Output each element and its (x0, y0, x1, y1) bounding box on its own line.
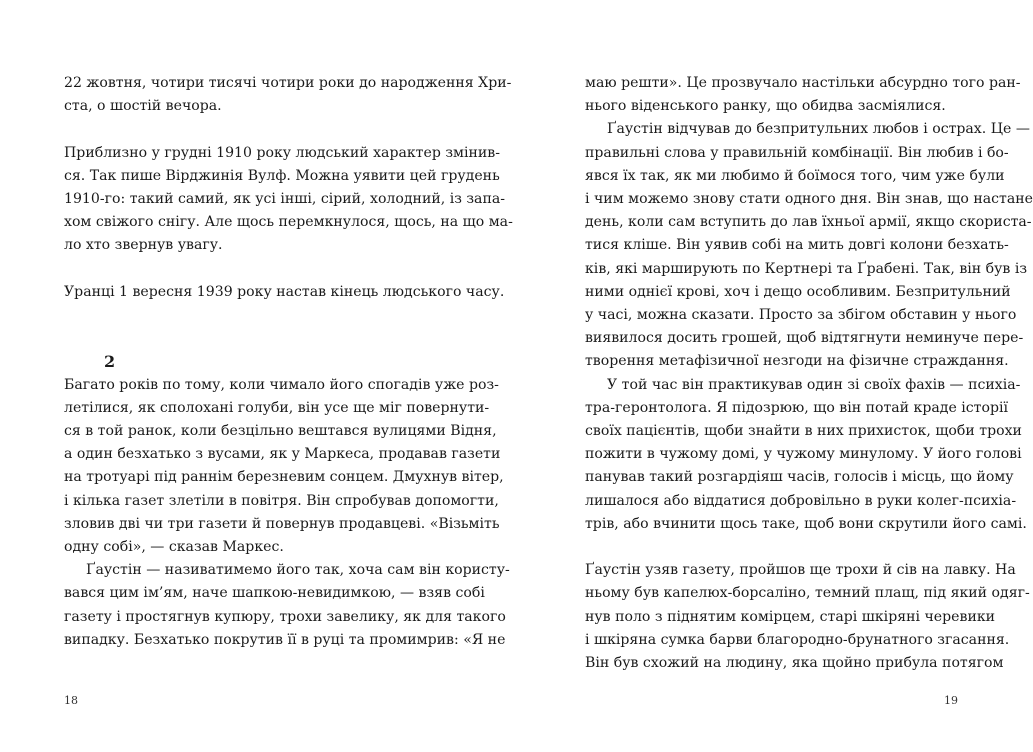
text-line: своїх пацієнтів, щоби знайти в них прихисток, щоби трохи (585, 423, 1022, 440)
text-line: тра-геронтолога. Я підозрюю, що він потай краде історії (585, 399, 1008, 416)
text-line: явся їх так, як ми любимо й боїмося того, чим уже були (585, 167, 1005, 184)
text-line: у часі, можна сказати. Просто за збігом обставин у нього (585, 307, 1017, 324)
paragraph (585, 118, 1033, 373)
text-line: маю решти». Це прозвучало настільки абсурдно того ран- (585, 75, 1021, 91)
text-line: ся. Так пише Вірджинія Вулф. Можна уявити цей грудень (64, 167, 500, 184)
left-text-column (64, 72, 513, 652)
text-line: ними однієї крові, хоч і дещо особливим. Безпритульний (585, 283, 1011, 300)
text-line: і чим можемо знову стати одного дня. Він знав, що настане (585, 191, 1033, 208)
text-line: творення метафізичної незгоди на фізичне страждання. (585, 353, 1009, 370)
text-line: трів, або вчинити щось таке, щоб вони скрутили його самі. (585, 515, 1027, 532)
text-line: і шкіряна сумка барви благородно-брунатного згасання. (585, 631, 1010, 648)
paragraph (585, 374, 1027, 536)
right-page (512, 0, 1033, 752)
paragraph (64, 374, 504, 560)
text-line: і кілька газет злетіли в повітря. Він спробував допомогти, (64, 492, 499, 509)
paragraph (585, 559, 1030, 675)
text-line: зловив дві чи три газети й повернув продавцеві. «Візьміть (64, 515, 500, 532)
text-line: день, коли сам вступить до лав їхньої армії, якщо скориста- (585, 214, 1032, 231)
text-line: виявилося досить грошей, щоб відтягнути неминуче пере- (585, 330, 1024, 347)
text-line: хом свіжого снігу. Але щось перемкнулося, щось, на що ма- (64, 214, 513, 231)
text-line: Він був схожий на людину, яка щойно прибула потягом (585, 655, 1004, 672)
paragraph (64, 142, 513, 258)
text-line: Ґаустін відчував до безпритульних любов і острах. Це — (607, 121, 1030, 138)
text-line: 22 жовтня, чотири тисячі чотири роки до народження Хри- (64, 75, 512, 91)
text-line: Уранці 1 вересня 1939 року настав кінець людського часу. (64, 283, 505, 300)
text-line: панував такий розгардіяш часів, голосів і місць, що йому (585, 469, 1014, 486)
text-line: ньому був капелюх-борсаліно, темний плащ, під який одяг- (585, 585, 1030, 602)
text-line: ся в той ранок, коли безцільно вештався вулицями Відня, (64, 423, 497, 439)
text-line: газету і простягнув купюру, трохи завелику, як для такого (64, 608, 506, 625)
text-line: ста, о шостій вечора. (64, 98, 222, 115)
chapter-number: 2 (104, 352, 116, 372)
paragraph (585, 72, 1021, 118)
text-line: Ґаустін — називатимемо його так, хоча сам він користу- (86, 562, 510, 579)
right-text-column (585, 72, 1033, 675)
text-line: 1910-го: такий самий, як усі інші, сірий, холодний, із запа- (64, 191, 506, 207)
text-line: тися кліше. Він уявив собі на мить довгі колони безхать- (585, 237, 1009, 254)
text-line: Приблизно у грудні 1910 року людський характер змінив- (64, 144, 500, 161)
text-line: одну собі», — сказав Маркес. (64, 539, 284, 556)
text-line: Ґаустін узяв газету, пройшов ще трохи й сів на лавку. На (585, 562, 1016, 579)
text-line: У той час він практикував один зі своїх фахів — психіа- (607, 376, 1021, 393)
text-line: нього віденського ранку, що обидва засміялися. (585, 98, 946, 115)
text-line: правильні слова у правильній комбінації. Він любив і бо- (585, 144, 1009, 161)
page-number: 19 (944, 694, 958, 707)
paragraph (64, 559, 510, 652)
text-line: ків, які марширують по Кертнері та Ґрабені. Так, він був із (585, 260, 1028, 277)
paragraph (64, 281, 505, 304)
text-line: пожити в чужому домі, у чужому минулому. У його голові (585, 446, 1022, 463)
paragraph (64, 72, 512, 118)
text-line: а один безхатько з вусами, як у Маркеса, продавав газети (64, 446, 501, 463)
text-line: на тротуарі під раннім березневим сонцем. Дмухнув вітер, (64, 469, 504, 486)
text-line: летілися, як сполохані голуби, він усе ще міг повернути- (64, 399, 490, 416)
text-line: вався цим ім’ям, наче шапкою-невидимкою, — взяв собі (64, 585, 485, 602)
text-line: лишалося або віддатися добровільно в руки колег-психіа- (585, 492, 1017, 509)
text-line: Багато років по тому, коли чимало його спогадів уже роз- (64, 376, 499, 393)
page-number: 18 (64, 694, 78, 707)
left-page (0, 0, 512, 752)
text-line: нув поло з піднятим комірцем, старі шкіряні черевики (585, 608, 996, 625)
text-line: випадку. Безхатько покрутив її в руці та промимрив: «Я не (64, 631, 506, 648)
text-line: ло хто звернув увагу. (64, 237, 223, 254)
